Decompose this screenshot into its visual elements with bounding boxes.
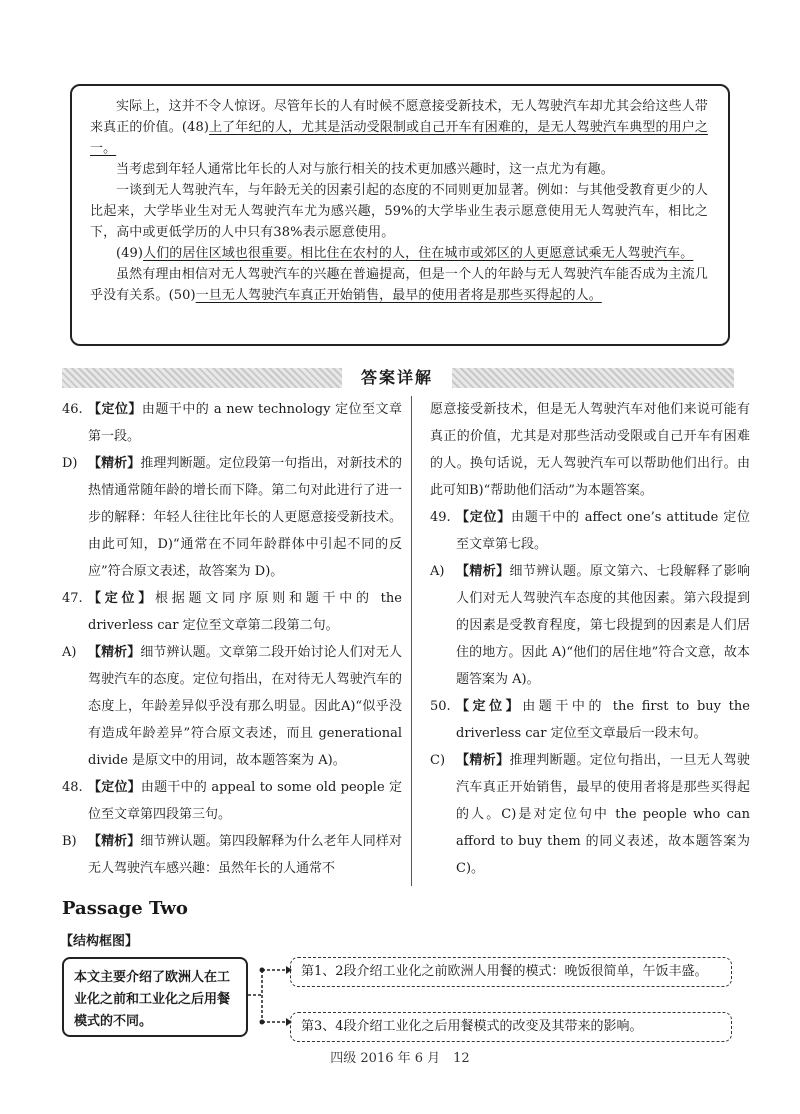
structure-summary-box: 本文主要介绍了欧洲人在工业化之前和工业化之后用餐模式的不同。 [62,957,248,1037]
answer-item: 46. 【定位】由题干中的 a new technology 定位至文章第一段。 [62,402,402,444]
structure-detail-2: 第3、4段介绍工业化之后用餐模式的改变及其带来的影响。 [290,1012,732,1042]
underlined-answer-49: 人们的居住区域也很重要。相比住在农村的人，住在城市或郊区的人更愿意试乘无人驾驶汽车。 [143,246,694,261]
passage-two-heading: Passage Two [62,898,188,919]
answer-item: 48. 【定位】由题干中的 appeal to some old people 定位至文章第四段第三句。 [62,780,402,822]
answer-item: D) 【精析】推理判断题。定位段第一句指出，对新技术的热情通常随年龄的增长而下降。第二句对此进行了进一步的解释：年轻人往往比年长的人更愿意接受新技术。由此可知，D)“通常在不同年龄群体中引起不同的反应”符合原文表述，故答案为 D)。 [62,456,402,579]
passage-paragraph-4: (49)人们的居住区域也很重要。相比住在农村的人，住在城市或郊区的人更愿意试乘无人驾驶汽车。 [116,246,694,261]
answers-right-column [430,396,750,882]
page-footer: 四级 2016 年 6 月 12 [330,1051,470,1066]
answer-item: C) 【精析】推理判断题。定位句指出，一旦无人驾驶汽车真正开始销售，最早的使用者将是那些买得起的人。C)是对定位句中 the people who can afford to buy them 的同义表述，故本题答案为 C)。 [430,753,750,876]
answer-item: 47. 【定位】根据题文同序原则和题干中的 the driverless car 定位至文章第二段第二句。 [62,591,402,633]
section-title: 答案详解 [342,366,452,390]
answer-item: A) 【精析】细节辨认题。文章第二段开始讨论人们对无人驾驶汽车的态度。定位句指出，在对待无人驾驶汽车的态度上，年龄差异似乎没有那么明显。因此A)“似乎没有造成年龄差异”符合原文表述，而且 generational divide 是原文中的用词，故本题答案为 A)。 [62,645,402,768]
structure-detail-1: 第1、2段介绍工业化之前欧洲人用餐的模式：晚饭很简单，午饭丰盛。 [290,957,732,987]
column-divider [411,396,412,886]
passage-paragraph-2: 当考虑到年轻人通常比年长的人对与旅行相关的技术更加感兴趣时，这一点尤为有趣。 [116,162,614,177]
underlined-answer-50: 一旦无人驾驶汽车真正开始销售，最早的使用者将是那些买得起的人。 [195,288,602,303]
answer-item: B) 【精析】细节辨认题。第四段解释为什么老年人同样对无人驾驶汽车感兴趣：虽然年长的人通常不 [62,834,402,876]
passage-paragraph-3: 一谈到无人驾驶汽车，与年龄无关的因素引起的态度的不同则更加显著。例如：与其他受教育更少的人比起来，大学毕业生对无人驾驶汽车尤为感兴趣，59%的大学毕业生表示愿意使用无人驾驶汽车，相比之下，高中或更低学历的人中只有38%表示愿意使用。 [90,183,708,240]
passage-paragraph-1: 实际上，这并不令人惊讶。尽管年长的人有时候不愿意接受新技术，无人驾驶汽车却尤其会给这些人带来真正的价值。(48)上了年纪的人，尤其是活动受限制或自己开车有困难的，是无人驾驶汽车典型的用户之一。 [90,99,708,156]
answer-continuation: 愿意接受新技术，但是无人驾驶汽车对他们来说可能有真正的价值，尤其是对那些活动受限或自己开车有困难的人。换句话说，无人驾驶汽车可以帮助他们出行。由此可知B)“帮助他们活动”为本题答案。 [430,402,750,498]
structure-frame-label: 【结构框图】 [60,934,139,949]
answer-item: A) 【精析】细节辨认题。原文第六、七段解释了影响人们对无人驾驶汽车态度的其他因素。第六段提到的因素是受教育程度，第七段提到的因素是人们居住的地方。因此 A)“他们的居住地”符合文意，故本题答案为 A)。 [430,564,750,687]
answer-item: 49. 【定位】由题干中的 affect one’s attitude 定位至文章第七段。 [430,510,750,552]
answer-item: 50. 【定位】由题干中的 the first to buy the driverless car 定位至文章最后一段末句。 [430,699,750,741]
translation-passage-box [70,84,730,346]
underlined-answer-48: 上了年纪的人，尤其是活动受限制或自己开车有困难的，是无人驾驶汽车典型的用户之一。 [90,120,708,156]
bracket-connector-icon [248,950,292,1040]
answers-left-column [62,396,402,882]
passage-paragraph-5: 虽然有理由相信对无人驾驶汽车的兴趣在普遍提高，但是一个人的年龄与无人驾驶汽车能否成为主流几乎没有关系。(50)一旦无人驾驶汽车真正开始销售，最早的使用者将是那些买得起的人。 [90,267,708,303]
